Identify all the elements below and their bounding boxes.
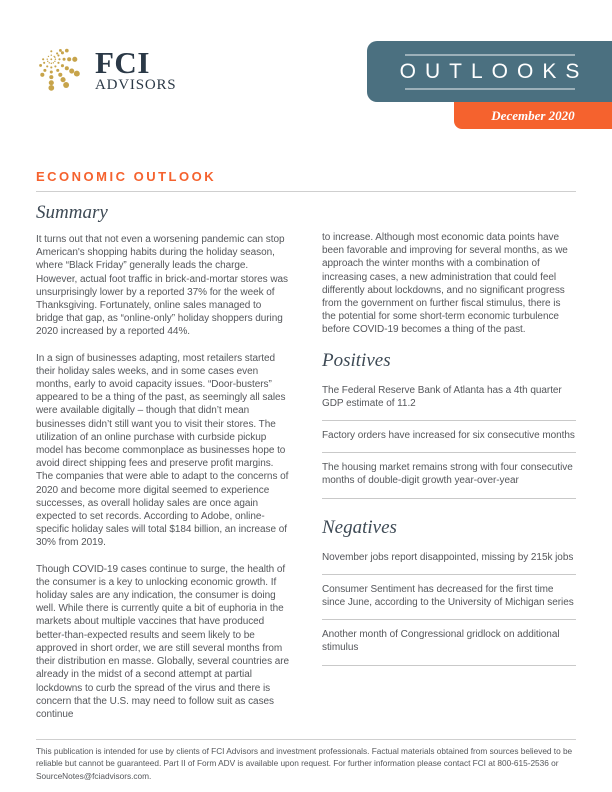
summary-paragraph-3: Though COVID-19 cases continue to surge, the health of the consumer is a key to unlocking economic growth. If holiday sales are any indication, the consumer is doing well. While there is currently quite a bit of euphoria in the markets about multiple vaccines that have produced better-than-expected results and seem likely to be approved in short order, we are still several months from their distribution en masse. Globally, several countries are already in the midst of a second attempt at partial lockdowns to curb the spread of the virus and there is concern that the U.S. may need to follow suit as cases continue bbox=[36, 563, 290, 720]
positive-item: The Federal Reserve Bank of Atlanta has a 4th quarter GDP estimate of 11.2 bbox=[322, 381, 576, 421]
fci-globe-icon bbox=[36, 46, 85, 95]
banner-title: OUTLOOKS bbox=[399, 59, 589, 83]
summary-paragraph-2: In a sign of businesses adapting, most retailers started their holiday sales weeks, and in some cases even months, early to avoid capacity issues. “Door-busters” appeared to be a thing of the past, as seemingly all sales were available digitally – though that didn’t mean businesses didn’t still want you to visit their stores. The utilization of an online purchase with curbside pickup model has become commonplace as businesses hope to avoid direct shipping fees and preserve profit margins. The companies that were able to adapt to the concerns of 2020 and become more digital seemed to experience successes, as overall holiday sales are once again expected to set records. According to Adobe, online-specific holiday sales will total $184 billion, an increase of 30% from 2019. bbox=[36, 352, 289, 549]
banner-rule-top bbox=[405, 54, 575, 56]
outlooks-banner bbox=[367, 41, 612, 102]
positives-list bbox=[322, 381, 576, 499]
section-title: ECONOMIC OUTLOOK bbox=[36, 169, 217, 184]
positive-item: Factory orders have increased for six consecutive months bbox=[322, 421, 576, 453]
negatives-list bbox=[322, 548, 576, 666]
positives-heading: Positives bbox=[322, 349, 391, 371]
negative-item: Another month of Congressional gridlock on additional stimulus bbox=[322, 620, 576, 665]
issue-date-label: December 2020 bbox=[491, 107, 575, 123]
logo-subname: ADVISORS bbox=[95, 76, 177, 93]
negatives-heading: Negatives bbox=[322, 516, 397, 538]
negatives-section bbox=[322, 517, 576, 666]
logo-wordmark bbox=[95, 44, 177, 93]
footer bbox=[36, 739, 576, 782]
positives-section bbox=[322, 350, 576, 499]
summary-heading: Summary bbox=[36, 202, 108, 223]
fci-logo bbox=[36, 46, 176, 95]
negative-item: November jobs report disappointed, missing by 215k jobs bbox=[322, 548, 576, 575]
two-column-layout bbox=[36, 192, 576, 734]
banner-rule-bottom bbox=[405, 88, 575, 90]
issue-date-tag bbox=[454, 102, 612, 129]
right-column bbox=[322, 192, 576, 734]
footer-disclaimer: This publication is intended for use by clients of FCI Advisors and investment professionals. Factual materials obtained from sources believed to be reliable but cannot be guaranteed. Part II of Form ADV is available upon request. For further information please contact FCI at 800-615-2536 or SourceNotes@fciadvisors.com. bbox=[36, 746, 573, 781]
summary-paragraph-4: to increase. Although most economic data points have been favorable and improving for several months, as we approach the winter months with a combination of increasing cases, a new administration that could feel differently about lockdowns, and no significant progress from the government on further fiscal stimulus, there is the potential for some short-term economic turbulence before COVID-19 becomes a thing of the past. bbox=[322, 232, 568, 336]
logo-name: FCI bbox=[95, 44, 150, 80]
negative-item: Consumer Sentiment has decreased for the first time since June, according to the University of Michigan series bbox=[322, 575, 576, 620]
summary-paragraph-1: It turns out that not even a worsening pandemic can stop American's shopping habits during the holiday season, where “Black Friday” generally leads the charge. However, actual foot traffic in brick-and-mortar stores was unsurprisingly lower by a reported 37% for the week of Thanksgiving. Fortunately, online sales managed to bridge that gap, as “online-only” holiday shoppers during 2020 increased by a reported 44%. bbox=[36, 234, 288, 338]
positive-item: The housing market remains strong with four consecutive months of double-digit growth year-over-year bbox=[322, 453, 576, 498]
main-content bbox=[36, 169, 576, 734]
left-column bbox=[36, 192, 290, 734]
